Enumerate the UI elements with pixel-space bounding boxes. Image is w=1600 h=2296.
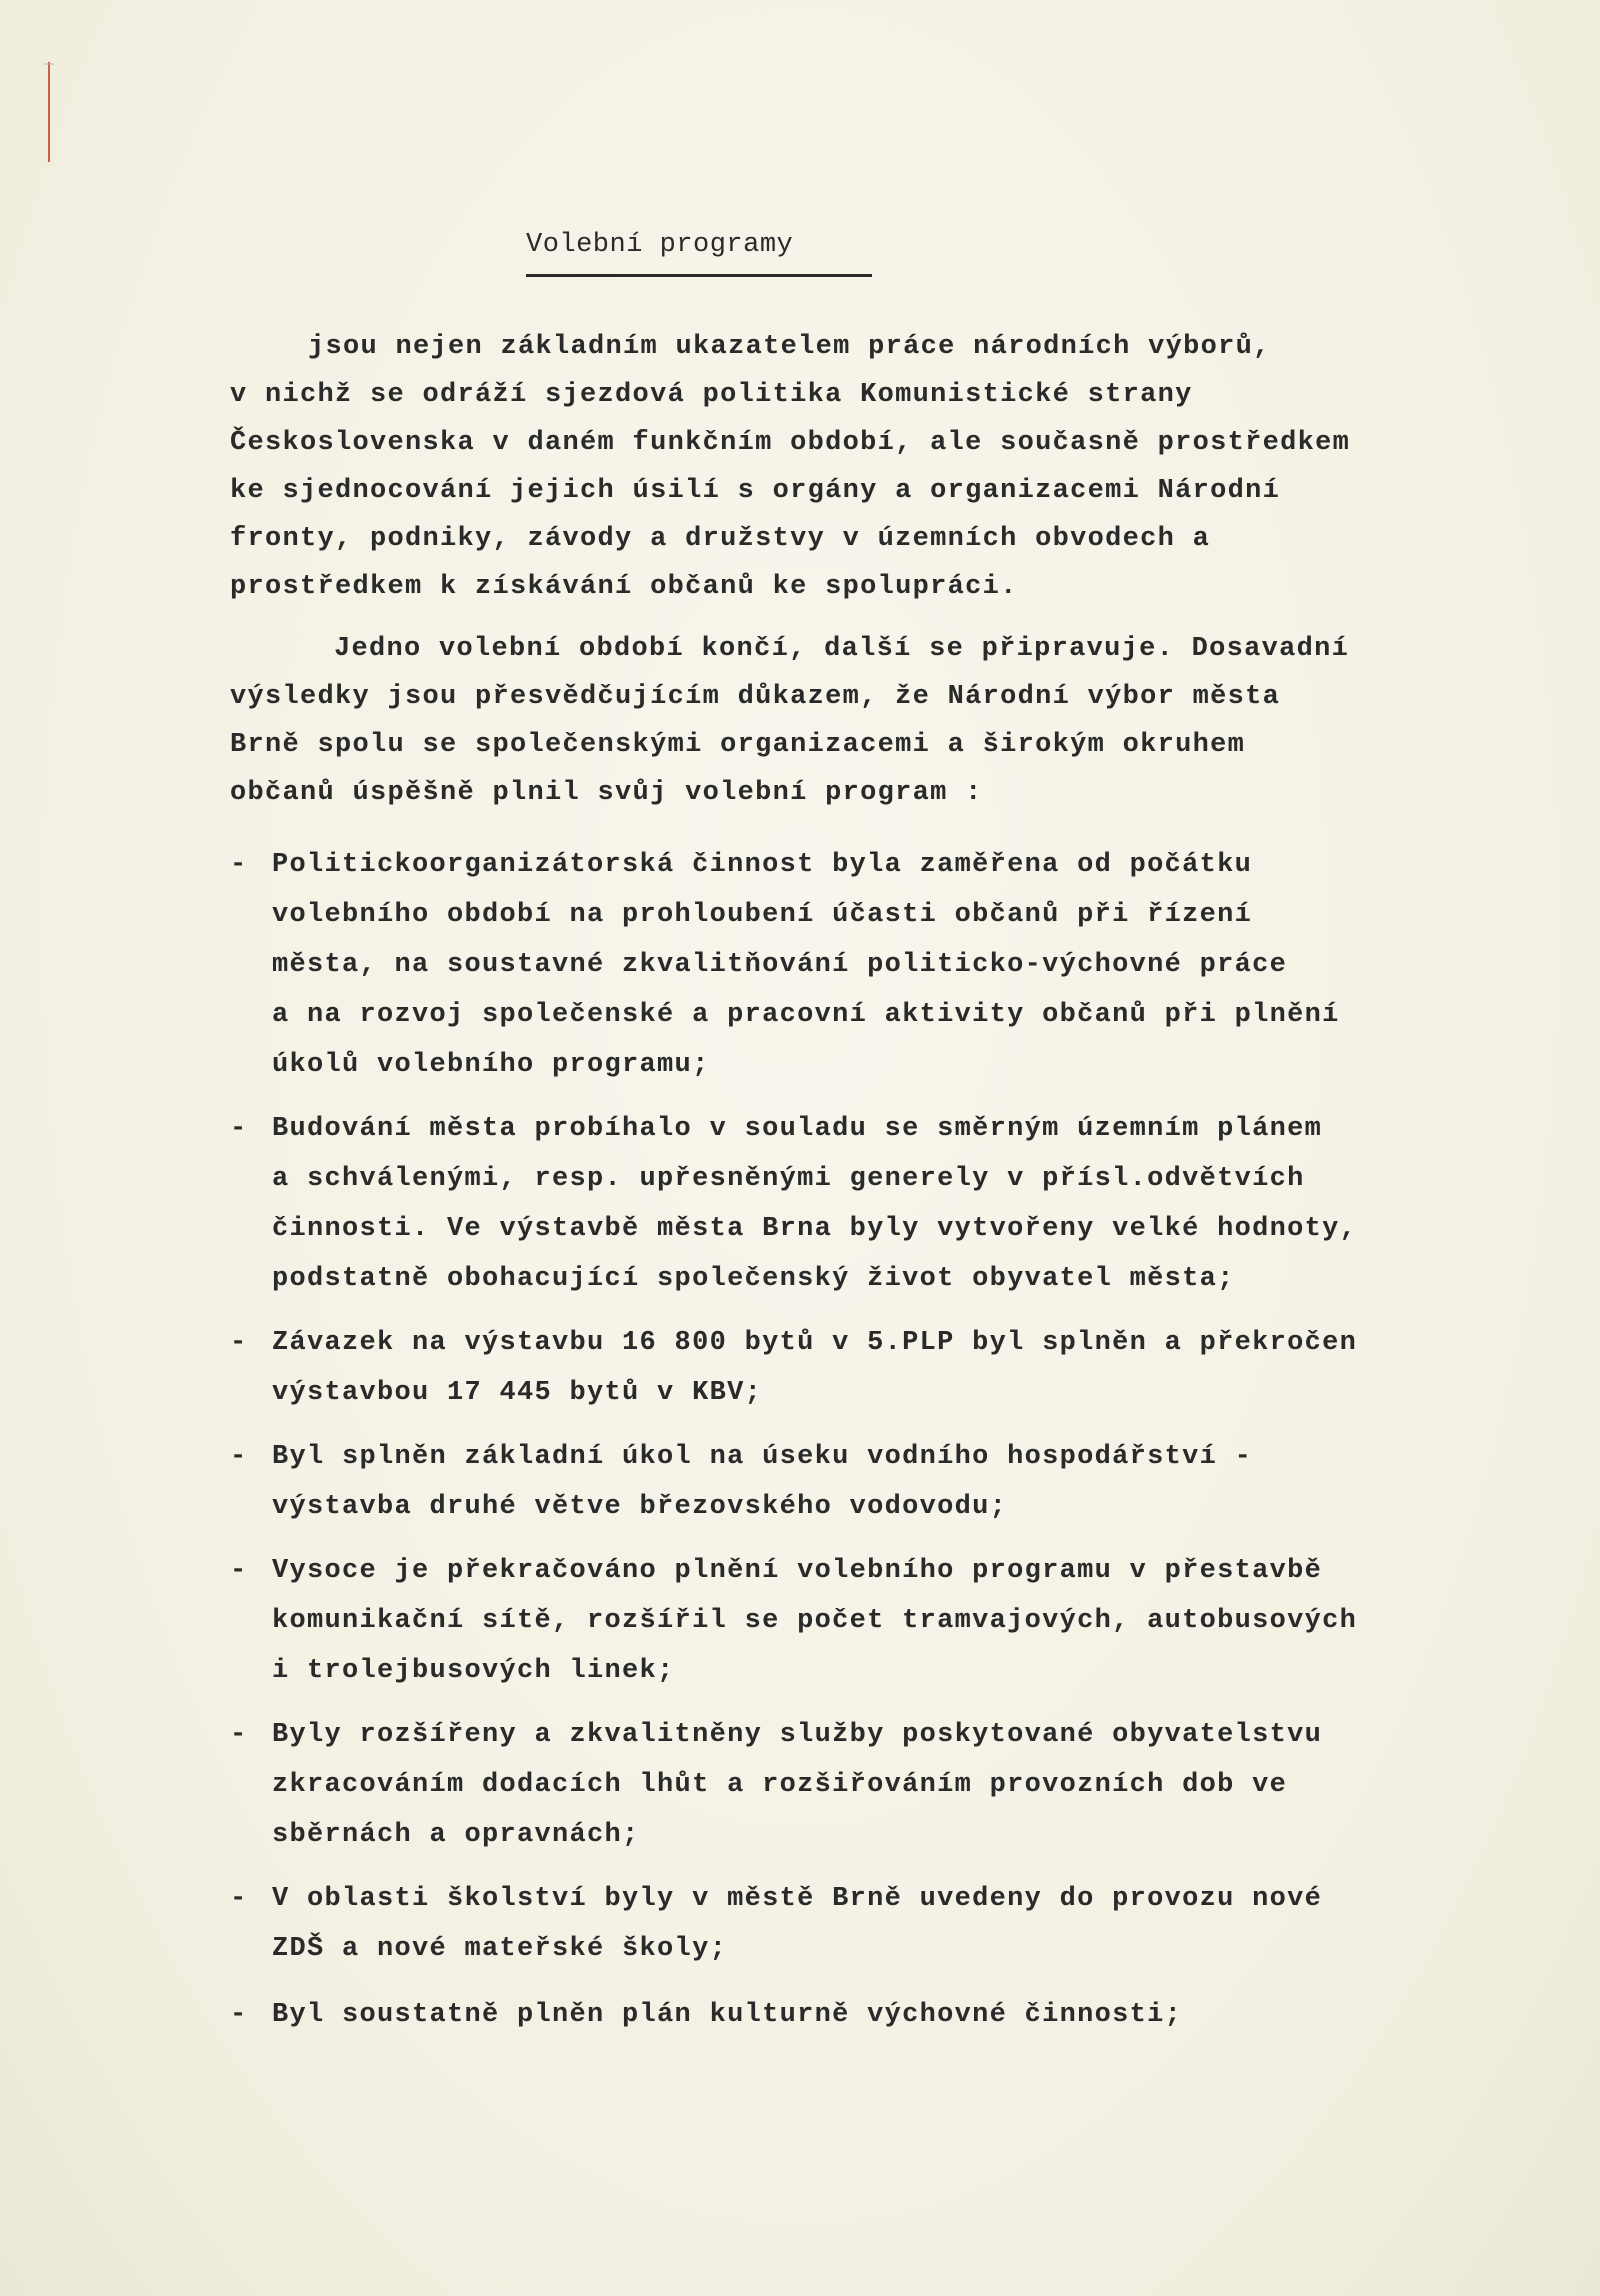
- bullet-7-line-1: V oblasti školství byly v městě Brně uvedeny do provozu nové: [272, 1884, 1323, 1914]
- bullet-marker: -: [230, 1442, 247, 1472]
- intro-line-6: prostředkem k získávání občanů ke spolupráci.: [230, 572, 1018, 602]
- bullet-6-line-3: sběrnách a opravnách;: [272, 1820, 640, 1850]
- bullet-5-line-1: Vysoce je překračováno plnění volebního programu v přestavbě: [272, 1556, 1323, 1586]
- bullet-1-line-3: města, na soustavné zkvalitňování politicko-výchovné práce: [272, 950, 1288, 980]
- intro-line-4: ke sjednocování jejich úsilí s orgány a organizacemi Národní: [230, 476, 1281, 506]
- bullet-1-line-5: úkolů volebního programu;: [272, 1050, 710, 1080]
- intro-line-5: fronty, podniky, závody a družstvy v územních obvodech a: [230, 524, 1211, 554]
- bullet-2-line-2: a schválenými, resp. upřesněnými generely v přísl.odvětvích: [272, 1164, 1305, 1194]
- title-underline: [526, 274, 872, 277]
- bullet-7-line-2: ZDŠ a nové mateřské školy;: [272, 1934, 728, 1964]
- bullet-8-line-1: Byl soustatně plněn plán kulturně výchovné činnosti;: [272, 2000, 1183, 2030]
- bullet-1-line-2: volebního období na prohloubení účasti občanů při řízení: [272, 900, 1253, 930]
- bullet-1-line-4: a na rozvoj společenské a pracovní aktivity občanů při plnění: [272, 1000, 1340, 1030]
- staple-mark: [44, 62, 54, 162]
- bullet-5-line-3: i trolejbusových linek;: [272, 1656, 675, 1686]
- bullet-2-line-4: podstatně obohacující společenský život obyvatel města;: [272, 1264, 1235, 1294]
- bullet-marker: -: [230, 850, 247, 880]
- bullet-marker: -: [230, 2000, 247, 2030]
- bullet-marker: -: [230, 1720, 247, 1750]
- bullet-1-line-1: Politickoorganizátorská činnost byla zaměřena od počátku: [272, 850, 1253, 880]
- bullet-2-line-3: činnosti. Ve výstavbě města Brna byly vytvořeny velké hodnoty,: [272, 1214, 1358, 1244]
- intro-line-3: Československa v daném funkčním období, ale současně prostředkem: [230, 428, 1351, 458]
- bullet-6-line-2: zkracováním dodacích lhůt a rozšiřováním provozních dob ve: [272, 1770, 1288, 1800]
- bullet-marker: -: [230, 1884, 247, 1914]
- para2-line-1: Jedno volební období končí, další se připravuje. Dosavadní: [334, 634, 1350, 664]
- bullet-3-line-2: výstavbou 17 445 bytů v KBV;: [272, 1378, 763, 1408]
- document-title: Volební programy: [526, 230, 794, 260]
- para2-line-3: Brně spolu se společenskými organizacemi a širokým okruhem: [230, 730, 1246, 760]
- bullet-3-line-1: Závazek na výstavbu 16 800 bytů v 5.PLP byl splněn a překročen: [272, 1328, 1358, 1358]
- bullet-6-line-1: Byly rozšířeny a zkvalitněny služby poskytované obyvatelstvu: [272, 1720, 1323, 1750]
- intro-line-2: v nichž se odráží sjezdová politika Komunistické strany: [230, 380, 1193, 410]
- para2-line-4: občanů úspěšně plnil svůj volební program :: [230, 778, 983, 808]
- bullet-5-line-2: komunikační sítě, rozšířil se počet tramvajových, autobusových: [272, 1606, 1358, 1636]
- bullet-marker: -: [230, 1114, 247, 1144]
- intro-line-1: jsou nejen základním ukazatelem práce národních výborů,: [308, 332, 1271, 362]
- bullet-2-line-1: Budování města probíhalo v souladu se směrným územním plánem: [272, 1114, 1323, 1144]
- bullet-marker: -: [230, 1556, 247, 1586]
- para2-line-2: výsledky jsou přesvědčujícím důkazem, že Národní výbor města: [230, 682, 1281, 712]
- bullet-4-line-1: Byl splněn základní úkol na úseku vodního hospodářství -: [272, 1442, 1253, 1472]
- bullet-marker: -: [230, 1328, 247, 1358]
- bullet-4-line-2: výstavba druhé větve březovského vodovodu;: [272, 1492, 1008, 1522]
